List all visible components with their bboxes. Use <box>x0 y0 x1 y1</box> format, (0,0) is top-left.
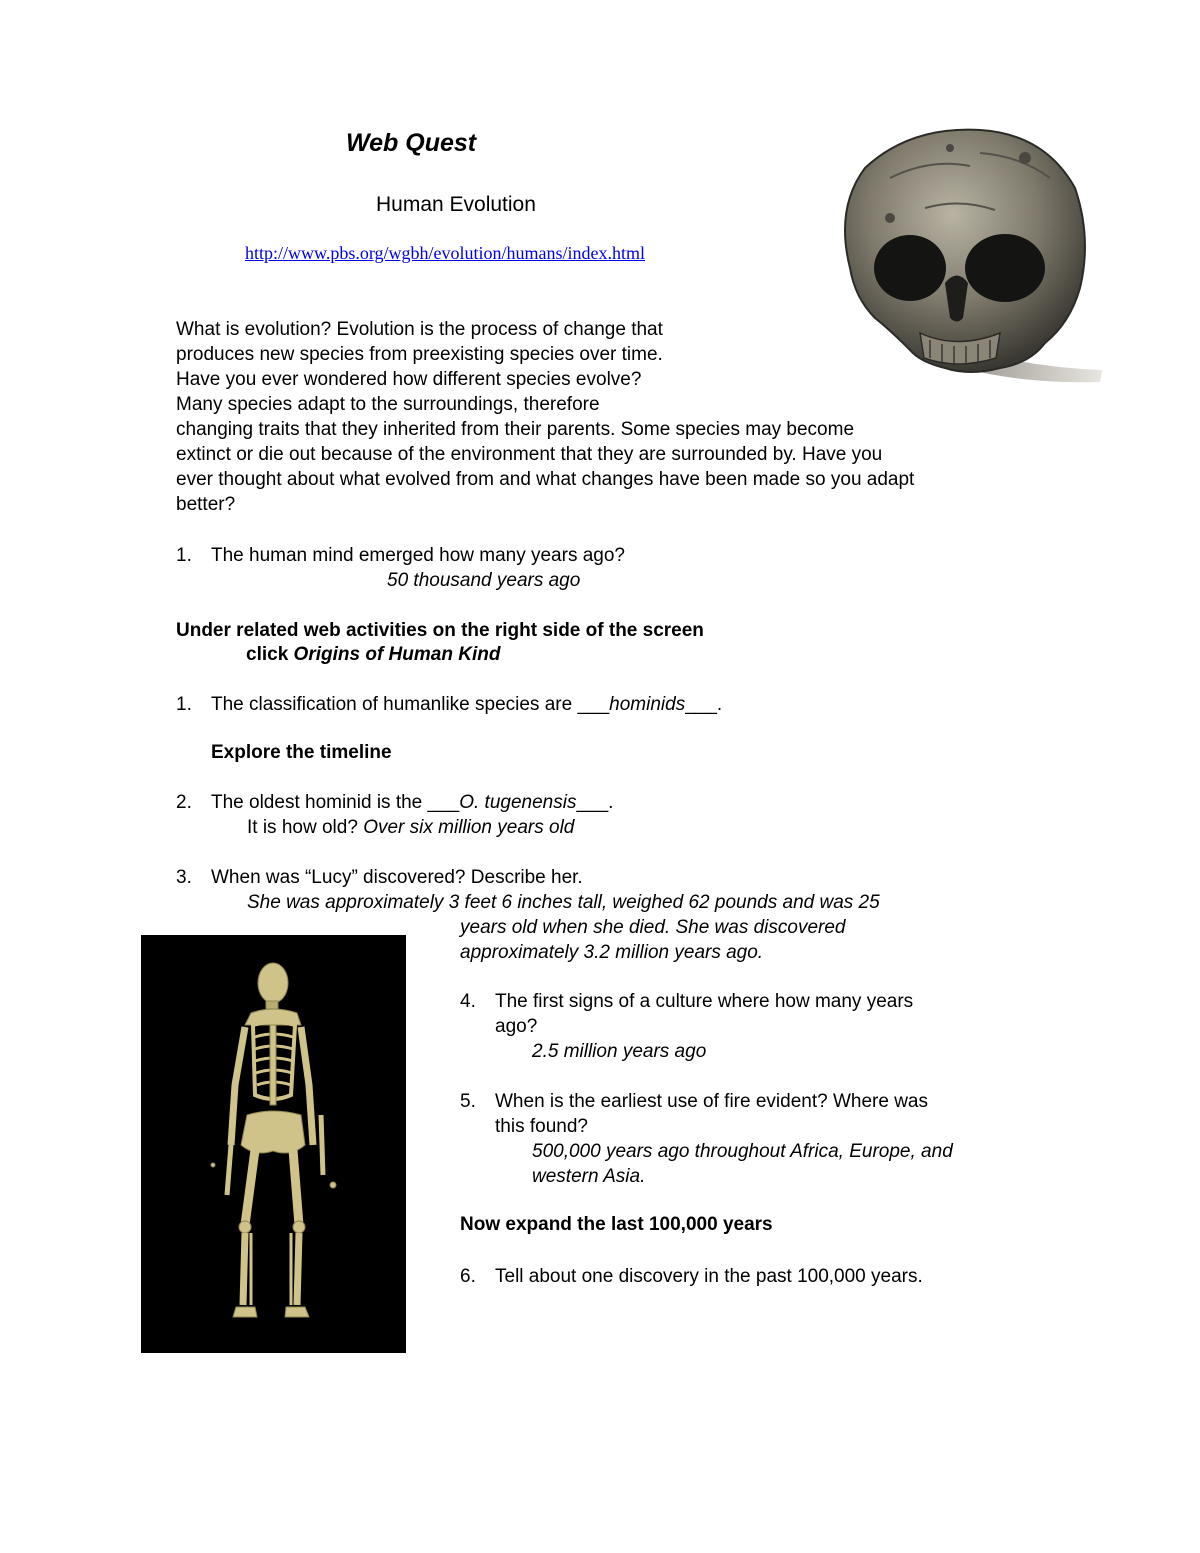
instruction-line-1: Under related web activities on the right side of the screen <box>176 620 704 641</box>
question-1b <box>176 693 722 718</box>
question-4 <box>460 990 913 1015</box>
question-text: Tell about one discovery in the past 100,000 years. <box>495 1266 923 1287</box>
intro-line-4: Many species adapt to the surroundings, therefore <box>176 394 600 415</box>
answer-1: 50 thousand years ago <box>387 570 581 591</box>
sub-question: It is how old? <box>247 817 358 838</box>
instruction-click: click <box>246 644 289 665</box>
origins-of-human-kind: Origins of Human Kind <box>293 644 501 665</box>
question-number: 2. <box>176 792 192 813</box>
answer-3-line-3: approximately 3.2 million years ago. <box>460 942 764 963</box>
question-3 <box>176 866 583 891</box>
answer-3-line-2: years old when she died. She was discovered <box>460 917 846 938</box>
answer-oldest-hominid: O. tugenensis <box>459 792 577 813</box>
question-1 <box>176 544 625 569</box>
answer-3-line-1: She was approximately 3 feet 6 inches tall, weighed 62 pounds and was 25 <box>247 892 880 913</box>
question-number: 1. <box>176 694 192 715</box>
answer-5-line-1: 500,000 years ago throughout Africa, Europe, and <box>532 1141 953 1162</box>
question-text-before: The oldest hominid is the ___ <box>211 792 460 813</box>
question-text: The first signs of a culture where how many years <box>495 991 914 1012</box>
question-6 <box>460 1265 923 1290</box>
intro-line-3: Have you ever wondered how different species evolve? <box>176 369 642 390</box>
page-title: Web Quest <box>346 129 477 157</box>
instruction-line-2 <box>246 643 500 668</box>
lucy-skeleton-image <box>141 935 406 1353</box>
question-text-after: ___. <box>576 792 614 813</box>
pbs-evolution-link[interactable]: http://www.pbs.org/wgbh/evolution/humans/index.html <box>245 243 645 263</box>
question-number: 5. <box>460 1091 476 1112</box>
question-5-line-2: this found? <box>495 1116 588 1137</box>
answer-5-line-2: western Asia. <box>532 1166 646 1187</box>
question-number: 3. <box>176 867 192 888</box>
expand-heading: Now expand the last 100,000 years <box>460 1214 773 1235</box>
question-text-before: The classification of humanlike species are ___ <box>211 694 610 715</box>
answer-hominids: hominids <box>609 694 686 715</box>
page-subtitle: Human Evolution <box>376 193 536 216</box>
sub-answer: Over six million years old <box>363 817 575 838</box>
intro-line-8: better? <box>176 494 236 515</box>
question-4-line-2: ago? <box>495 1016 538 1037</box>
timeline-heading: Explore the timeline <box>211 742 392 763</box>
question-text: The human mind emerged how many years ago? <box>211 545 626 566</box>
intro-line-5: changing traits that they inherited from their parents. Some species may become <box>176 419 855 440</box>
intro-line-2: produces new species from preexisting species over time. <box>176 344 663 365</box>
question-2 <box>176 791 613 816</box>
question-text: When was “Lucy” discovered? Describe her. <box>211 867 583 888</box>
intro-line-7: ever thought about what evolved from and what changes have been made so you adapt <box>176 469 915 490</box>
question-text-after: ___. <box>685 694 723 715</box>
question-text: When is the earliest use of fire evident? Where was <box>495 1091 928 1112</box>
answer-4: 2.5 million years ago <box>532 1041 707 1062</box>
question-5 <box>460 1090 928 1115</box>
intro-line-1: What is evolution? Evolution is the process of change that <box>176 319 663 340</box>
skull-image <box>830 118 1105 390</box>
question-number: 1. <box>176 545 192 566</box>
question-number: 4. <box>460 991 476 1012</box>
question-number: 6. <box>460 1266 476 1287</box>
question-2-sub <box>247 816 574 841</box>
intro-line-6: extinct or die out because of the environment that they are surrounded by. Have you <box>176 444 883 465</box>
